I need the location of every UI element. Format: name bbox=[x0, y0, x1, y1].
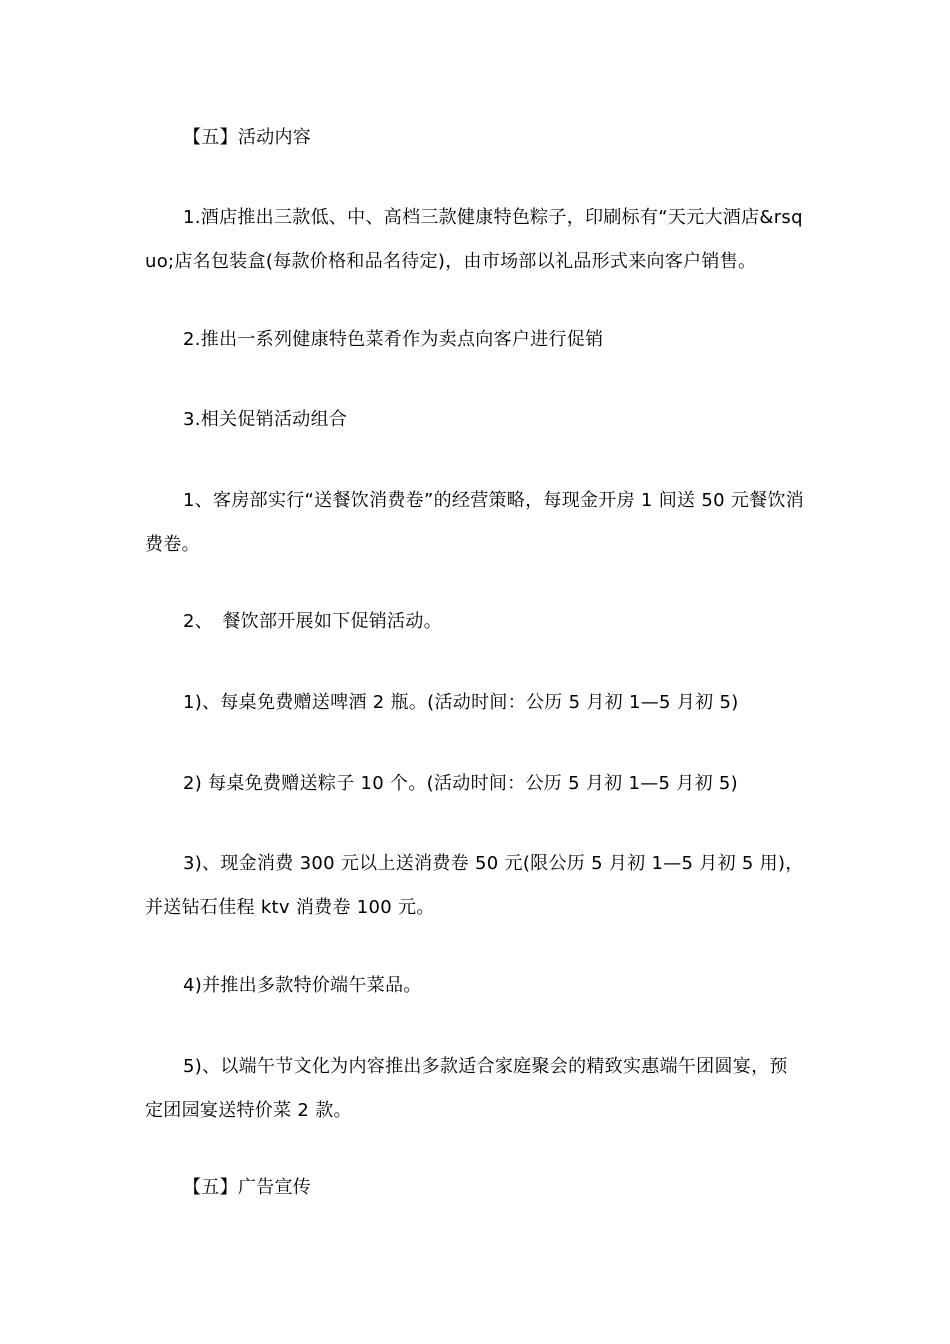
paragraph-promo-cash: 3)、现金消费 300 元以上送消费卷 50 元(限公历 5 月初 1—5 月初 5 用)，并送钻石佳程 ktv 消费卷 100 元。 bbox=[145, 853, 804, 918]
paragraph-item-1: 1.酒店推出三款低、中、高档三款健康特色粽子，印刷标有“天元大酒店&rsquo;店名包装盒(每款价格和品名待定)，由市场部以礼品形式来向客户销售。 bbox=[145, 207, 803, 272]
paragraph-item-3: 3.相关促销活动组合 bbox=[183, 409, 348, 430]
section-heading-activity-content: 【五】活动内容 bbox=[183, 127, 312, 148]
paragraph-guest-room: 1、客房部实行“送餐饮消费卷”的经营策略，每现金开房 1 间送 50 元餐饮消费卷。 bbox=[145, 490, 805, 555]
paragraph-promo-zongzi: 2) 每桌免费赠送粽子 10 个。(活动时间：公历 5 月初 1—5 月初 5) bbox=[183, 773, 739, 794]
section-heading-advertising: 【五】广告宣传 bbox=[183, 1177, 312, 1198]
paragraph-promo-banquet: 5)、以端午节文化为内容推出多款适合家庭聚会的精致实惠端午团圆宴，预定团园宴送特价菜 2 款。 bbox=[145, 1056, 788, 1121]
paragraph-promo-beer: 1)、每桌免费赠送啤酒 2 瓶。(活动时间：公历 5 月初 1—5 月初 5) bbox=[183, 692, 739, 713]
paragraph-item-2: 2.推出一系列健康特色菜肴作为卖点向客户进行促销 bbox=[183, 329, 604, 350]
paragraph-promo-dishes: 4)并推出多款特价端午菜品。 bbox=[183, 975, 422, 996]
paragraph-catering: 2、 餐饮部开展如下促销活动。 bbox=[183, 611, 442, 632]
